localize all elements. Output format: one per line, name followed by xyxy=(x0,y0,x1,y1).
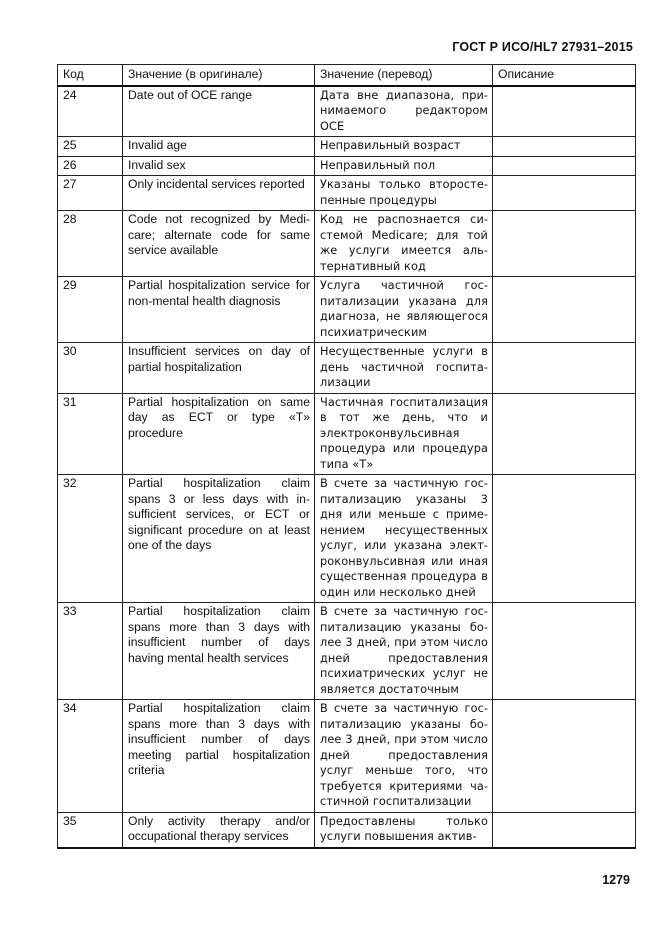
table-row xyxy=(58,176,636,211)
cell-code: 31 xyxy=(58,393,123,475)
column-header-original: Значение (в оригинале) xyxy=(123,65,315,86)
cell-original: Partial hospitalization claim spans more than 3 days with insufficient number of days having mental health services xyxy=(123,603,315,700)
cell-translation: Код не распознается системой Medicare; для той же услуги имеется альтернативный код xyxy=(315,211,493,277)
table-body xyxy=(58,86,636,848)
cell-original: Partial hospitalization claim spans 3 or less days with insufficient services, or ECT or significant procedure on at least one of the days xyxy=(123,475,315,603)
table-row xyxy=(58,86,636,137)
cell-original: Partial hospitalization service for non-mental health diagnosis xyxy=(123,277,315,343)
cell-code: 27 xyxy=(58,176,123,211)
cell-translation: Несущественные услуги в день частичной госпитализации xyxy=(315,343,493,394)
cell-description xyxy=(493,700,636,813)
cell-description xyxy=(493,603,636,700)
cell-code: 30 xyxy=(58,343,123,394)
cell-original: Only incidental services reported xyxy=(123,176,315,211)
codes-table xyxy=(57,64,636,849)
cell-code: 26 xyxy=(58,156,123,176)
cell-translation: Неправильный возраст xyxy=(315,137,493,157)
table-row xyxy=(58,812,636,848)
cell-translation: В счете за частичную госпитализацию указаны более 3 дней, при этом число дней предоставления психиатрических услуг не является достаточным xyxy=(315,603,493,700)
document-standard-header: ГОСТ Р ИСО/HL7 27931–2015 xyxy=(452,40,633,54)
column-header-code: Код xyxy=(58,65,123,86)
cell-code: 28 xyxy=(58,211,123,277)
table-row xyxy=(58,700,636,813)
cell-original: Date out of OCE range xyxy=(123,86,315,137)
table-row xyxy=(58,603,636,700)
cell-description xyxy=(493,812,636,848)
cell-description xyxy=(493,156,636,176)
cell-translation: Услуга частичной госпитализации указана для диагноза, не являющегося психиатрическим xyxy=(315,277,493,343)
cell-code: 34 xyxy=(58,700,123,813)
cell-original: Partial hospitalization on same day as ECT or type «T» procedure xyxy=(123,393,315,475)
cell-translation: Указаны только второстепенные процедуры xyxy=(315,176,493,211)
cell-code: 25 xyxy=(58,137,123,157)
cell-original: Invalid age xyxy=(123,137,315,157)
cell-description xyxy=(493,343,636,394)
table-row xyxy=(58,277,636,343)
column-header-description: Описание xyxy=(493,65,636,86)
table-row xyxy=(58,475,636,603)
page-number: 1279 xyxy=(602,873,630,887)
table-row xyxy=(58,393,636,475)
cell-code: 32 xyxy=(58,475,123,603)
cell-description xyxy=(493,393,636,475)
table-row xyxy=(58,156,636,176)
cell-original: Partial hospitalization claim spans more than 3 days with insufficient number of days meeting partial hospitalization criteria xyxy=(123,700,315,813)
column-header-translation: Значение (перевод) xyxy=(315,65,493,86)
cell-description xyxy=(493,86,636,137)
cell-code: 33 xyxy=(58,603,123,700)
cell-code: 35 xyxy=(58,812,123,848)
cell-description xyxy=(493,137,636,157)
cell-description xyxy=(493,176,636,211)
cell-translation: Неправильный пол xyxy=(315,156,493,176)
cell-original: Insufficient services on day of partial hospitalization xyxy=(123,343,315,394)
table-row xyxy=(58,343,636,394)
cell-translation: Дата вне диапазона, принимаемого редактором OCE xyxy=(315,86,493,137)
cell-description xyxy=(493,211,636,277)
cell-original: Only activity therapy and/or occupational therapy services xyxy=(123,812,315,848)
table-row xyxy=(58,137,636,157)
table-header-row xyxy=(58,65,636,86)
cell-description xyxy=(493,277,636,343)
cell-translation: Частичная госпитализация в тот же день, что и электроконвульсивная процедура или процедура типа «Т» xyxy=(315,393,493,475)
table-header xyxy=(58,65,636,86)
cell-original: Code not recognized by Medicare; alternate code for same service available xyxy=(123,211,315,277)
cell-translation: В счете за частичную госпитализацию указаны 3 дня или меньше с применением несущественных услуг, или указана электроконвульсивная или иная существенная процедура в один или несколько дней xyxy=(315,475,493,603)
cell-code: 24 xyxy=(58,86,123,137)
table-row xyxy=(58,211,636,277)
cell-description xyxy=(493,475,636,603)
cell-translation: В счете за частичную госпитализацию указаны более 3 дней, при этом число дней предоставления услуг меньше того, что требуется критериями частичной госпитализации xyxy=(315,700,493,813)
cell-original: Invalid sex xyxy=(123,156,315,176)
cell-translation: Предоставлены только услуги повышения актив- xyxy=(315,812,493,848)
cell-code: 29 xyxy=(58,277,123,343)
